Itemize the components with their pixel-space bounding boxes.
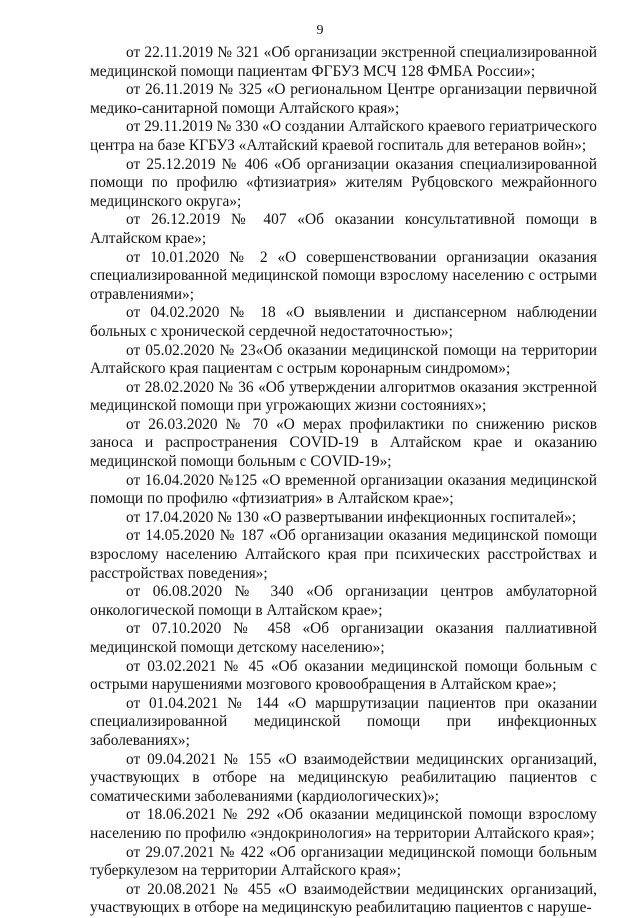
order-item: от 01.04.2021 № 144 «О маршрутизации пациентов при оказании специализированной медицинской помощи при инфекционных заболеваниях»; <box>90 694 597 749</box>
order-item: от 05.02.2020 № 23«Об оказании медицинской помощи на территории Алтайского края пациентам с острым коронарным синдромом»; <box>90 341 597 378</box>
order-item: от 29.11.2019 № 330 «О создании Алтайского краевого гериатрического центра на базе КГБУЗ «Алтайский краевой госпиталь для ветеранов войн»; <box>90 118 597 154</box>
order-item: от 04.02.2020 № 18 «О выявлении и диспансерном наблюдении больных с хронической сердечной недостаточностью»; <box>90 304 597 340</box>
order-item: от 26.03.2020 № 70 «О мерах профилактики по снижению рисков заноса и распространения COVID-19 в Алтайском крае и оказанию медицинской помощи больным с COVID-19»; <box>90 415 597 471</box>
order-item: от 07.10.2020 № 458 «Об организации оказания паллиативной медицинской помощи детскому населению»; <box>90 620 597 656</box>
order-item: от 22.11.2019 № 321 «Об организации экстренной специализированной медицинской помощи пациентам ФГБУЗ МСЧ 128 ФМБА России»; <box>90 44 597 80</box>
document-body <box>90 44 597 918</box>
order-item: от 14.05.2020 № 187 «Об организации оказания медицинской помощи взрослому населению Алтайского края при психических расстройствах и расстройствах поведения»; <box>90 527 597 582</box>
order-item: от 09.04.2021 № 155 «О взаимодействии медицинских организаций, участвующих в отборе на медицинскую реабилитацию пациентов с соматическими заболеваниями (кардиологических)»; <box>90 750 597 805</box>
order-item: от 17.04.2020 № 130 «О развертывании инфекционных госпиталей»; <box>126 508 577 526</box>
page-number: 9 <box>316 23 324 38</box>
order-item: от 28.02.2020 № 36 «Об утверждении алгоритмов оказания экстренной медицинской помощи при угрожающих жизни состояниях»; <box>90 378 597 415</box>
order-item: от 03.02.2021 № 45 «Об оказании медицинской помощи больным с острыми нарушениями мозгового кровообращения в Алтайском крае»; <box>90 657 597 694</box>
order-item: от 20.08.2021 № 455 «О взаимодействии медицинских организаций, участвующих в отборе на медицинскую реабилитацию пациентов с наруше- <box>90 880 597 917</box>
order-item: от 26.12.2019 № 407 «Об оказании консультативной помощи в Алтайском крае»; <box>90 211 597 247</box>
order-item: от 25.12.2019 № 406 «Об организации оказания специализированной помощи по профилю «фтизиатрия» жителям Рубцовского межрайонного медицинского округа»; <box>90 155 597 210</box>
order-item: от 26.11.2019 № 325 «О региональном Центре организации первичной медико-санитарной помощи Алтайского края»; <box>90 81 597 117</box>
order-item: от 18.06.2021 № 292 «Об оказании медицинской помощи взрослому населению по профилю «эндокринология» на территории Алтайского края»; <box>90 806 597 842</box>
order-item: от 10.01.2020 № 2 «О совершенствовании организации оказания специализированной медицинской помощи взрослому населению с острыми отравлениями»; <box>90 248 597 303</box>
order-item: от 29.07.2021 № 422 «Об организации медицинской помощи больным туберкулезом на территории Алтайского края»; <box>90 843 597 880</box>
order-item: от 06.08.2020 № 340 «Об организации центров амбулаторной онкологической помощи в Алтайском крае»; <box>90 583 597 619</box>
order-item: от 16.04.2020 №125 «О временной организации оказания медицинской помощи по профилю «фтизиатрия» в Алтайском крае»; <box>90 471 597 508</box>
